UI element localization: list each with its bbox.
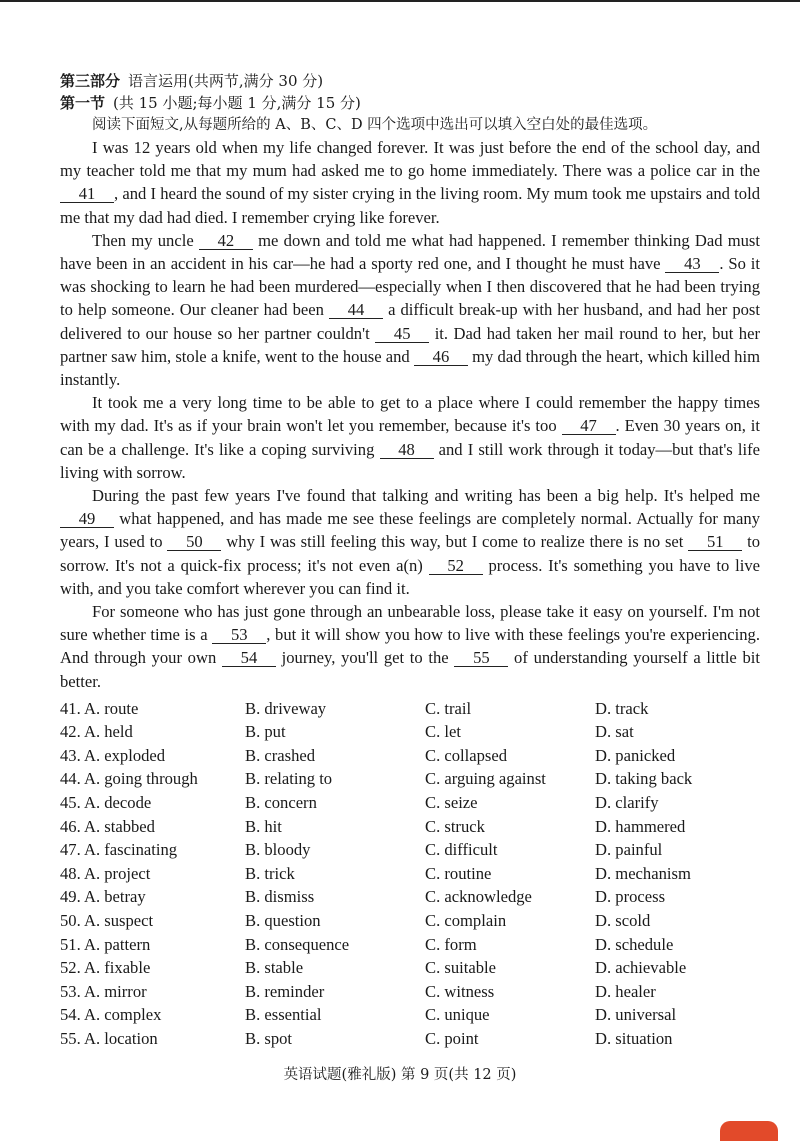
- passage-text: and I still work through it today—but that's life living with sorrow.: [60, 439, 760, 482]
- option-d[interactable]: D. universal: [595, 1005, 677, 1025]
- passage-text: . So it was shocking to learn he had been murdered—especially when I then discovered that he had been trying to help someone. Our cleaner had been: [60, 254, 760, 320]
- option-c[interactable]: C. routine: [425, 863, 492, 883]
- option-b[interactable]: B. concern: [245, 793, 317, 813]
- question-options-row: [60, 815, 760, 839]
- answer-blank[interactable]: 46: [414, 348, 468, 366]
- option-a[interactable]: 54. A. complex: [60, 1005, 162, 1025]
- option-b[interactable]: B. essential: [245, 1005, 322, 1025]
- question-options-row: [60, 980, 760, 1004]
- top-border-line: [0, 0, 800, 2]
- passage-text: , and I heard the sound of my sister crying in the living room. My mum took me upstairs and told me that my dad had died. I remember crying like forever.: [60, 184, 760, 227]
- answer-blank[interactable]: 55: [454, 649, 508, 667]
- instruction-text: 阅读下面短文,从每题所给的 A、B、C、D 四个选项中选出可以填入空白处的最佳选项。: [92, 117, 658, 133]
- exam-page: [60, 70, 760, 1051]
- answer-blank[interactable]: 42: [199, 232, 253, 250]
- answer-blank[interactable]: 48: [380, 441, 434, 459]
- question-options-row: [60, 933, 760, 957]
- passage-text: of understanding yourself a little bit better.: [60, 648, 760, 691]
- option-b[interactable]: B. put: [245, 722, 286, 742]
- passage-text: what happened, and has made me see these feelings are completely normal. Actually for many years, I used to: [60, 509, 760, 552]
- question-options-row: [60, 697, 760, 721]
- option-b[interactable]: B. bloody: [245, 840, 311, 860]
- option-a[interactable]: 53. A. mirror: [60, 981, 147, 1001]
- answer-blank[interactable]: 53: [212, 626, 266, 644]
- question-options-row: [60, 886, 760, 910]
- option-a[interactable]: 42. A. held: [60, 722, 133, 742]
- passage-text: Then my uncle: [92, 230, 199, 250]
- option-c[interactable]: C. form: [425, 934, 477, 954]
- passage-text: a difficult break-up with her husband, and had her post delivered to our house so her partner couldn't: [60, 300, 760, 343]
- part-caption: 语言运用(共两节,满分 30 分): [128, 72, 324, 90]
- passage-text: my dad through the heart, which killed him instantly.: [60, 346, 760, 390]
- option-b[interactable]: B. trick: [245, 863, 295, 883]
- question-options-row: [60, 956, 760, 980]
- passage-paragraph: [60, 484, 760, 600]
- section-title: 第一节: [60, 94, 106, 112]
- option-d[interactable]: D. hammered: [595, 816, 686, 836]
- option-d[interactable]: D. healer: [595, 981, 656, 1001]
- question-options-row: [60, 791, 760, 815]
- page-footer: 英语试题(雅礼版) 第 9 页(共 12 页): [283, 1067, 517, 1083]
- option-c[interactable]: C. seize: [425, 793, 478, 813]
- passage-text: , but it will show you how to live with these feelings you're experiencing. And through your own: [60, 625, 760, 668]
- option-c[interactable]: C. struck: [425, 816, 485, 836]
- part-title: 第三部分: [60, 72, 121, 90]
- option-d[interactable]: D. situation: [595, 1028, 673, 1048]
- passage-text: For someone who has just gone through an unbearable loss, please take it easy on yourself. I'm not sure whether time is a: [60, 602, 760, 645]
- question-options-row: [60, 838, 760, 862]
- passage-paragraph: [60, 229, 760, 391]
- question-options-row: [60, 862, 760, 886]
- section-caption: (共 15 小题;每小题 1 分,满分 15 分): [113, 94, 361, 112]
- passage-text: to sorrow. It's not a quick-fix process; it's not even a(n): [60, 532, 760, 575]
- option-a[interactable]: 45. A. decode: [60, 793, 152, 813]
- option-b[interactable]: B. consequence: [245, 934, 350, 954]
- option-c[interactable]: C. suitable: [425, 958, 496, 978]
- option-a[interactable]: 48. A. project: [60, 863, 151, 883]
- option-b[interactable]: B. hit: [245, 816, 282, 836]
- answer-blank[interactable]: 51: [688, 533, 742, 551]
- passage-text: . Even 30 years on, it can be a challenge. It's like a coping surviving: [60, 416, 760, 459]
- question-options-row: [60, 720, 760, 744]
- passage-text: it. Dad had taken her mail round to her, but her partner saw him, stole a knife, went to the house and: [60, 323, 760, 366]
- answer-blank[interactable]: 49: [60, 510, 114, 528]
- passage-paragraph: [60, 391, 760, 484]
- option-c[interactable]: C. complain: [425, 911, 507, 931]
- option-a[interactable]: 43. A. exploded: [60, 745, 166, 765]
- option-a[interactable]: 41. A. route: [60, 698, 139, 718]
- option-a[interactable]: 51. A. pattern: [60, 934, 151, 954]
- question-options-row: [60, 768, 760, 792]
- question-options-row: [60, 1027, 760, 1051]
- option-b[interactable]: B. driveway: [245, 698, 327, 718]
- option-d[interactable]: D. sat: [595, 722, 634, 742]
- answer-blank[interactable]: 50: [167, 533, 221, 551]
- option-d[interactable]: D. panicked: [595, 745, 676, 765]
- option-c[interactable]: C. unique: [425, 1005, 490, 1025]
- option-b[interactable]: B. question: [245, 911, 321, 931]
- passage-paragraph: [60, 600, 760, 693]
- option-b[interactable]: B. reminder: [245, 981, 325, 1001]
- option-c[interactable]: C. trail: [425, 698, 472, 718]
- passage-text: me down and told me what had happened. I remember thinking Dad must have been in an accident in his car—he had a sporty red one, and I thought he must have: [60, 230, 760, 274]
- section-heading: [60, 92, 760, 114]
- answer-blank[interactable]: 47: [562, 417, 616, 435]
- option-a[interactable]: 49. A. betray: [60, 887, 146, 907]
- question-options-row: [60, 744, 760, 768]
- answer-blank[interactable]: 44: [329, 301, 383, 319]
- passage-text: journey, you'll get to the: [275, 648, 455, 668]
- option-a[interactable]: 44. A. going through: [60, 769, 198, 789]
- options-list: [60, 697, 760, 1051]
- option-a[interactable]: 50. A. suspect: [60, 911, 154, 931]
- option-b[interactable]: B. relating to: [245, 769, 333, 789]
- option-a[interactable]: 55. A. location: [60, 1028, 158, 1048]
- option-c[interactable]: C. difficult: [425, 840, 498, 860]
- question-options-row: [60, 1004, 760, 1028]
- passage-text: It took me a very long time to be able to get to a place where I could remember the happy times with my dad. It's as if your brain won't let you remember, because it's too: [60, 393, 760, 436]
- answer-blank[interactable]: 52: [429, 557, 483, 575]
- corner-badge: [720, 1121, 778, 1141]
- option-d[interactable]: D. mechanism: [595, 863, 691, 883]
- option-d[interactable]: D. taking back: [595, 769, 693, 789]
- option-a[interactable]: 47. A. fascinating: [60, 840, 178, 860]
- answer-blank[interactable]: 43: [665, 255, 719, 273]
- question-options-row: [60, 909, 760, 933]
- option-d[interactable]: D. achievable: [595, 958, 687, 978]
- passage-text: During the past few years I've found that talking and writing has been a big help. It's helped me: [92, 486, 760, 506]
- option-b[interactable]: B. spot: [245, 1028, 293, 1048]
- option-d[interactable]: D. painful: [595, 840, 663, 860]
- option-a[interactable]: 52. A. fixable: [60, 958, 151, 978]
- passage-text: why I was still feeling this way, but I come to realize there is no set: [221, 532, 689, 552]
- option-a[interactable]: 46. A. stabbed: [60, 816, 155, 836]
- option-d[interactable]: D. clarify: [595, 793, 659, 813]
- option-c[interactable]: C. point: [425, 1028, 479, 1048]
- option-b[interactable]: B. stable: [245, 958, 304, 978]
- answer-blank[interactable]: 54: [222, 649, 276, 667]
- passage-text: process. It's something you have to live with, and you take comfort wherever you can find it.: [60, 555, 761, 598]
- passage: [60, 136, 760, 693]
- passage-text: I was 12 years old when my life changed forever. It was just before the end of the school day, and my teacher told me that my mum had asked me to go home immediately. There was a police car in the: [60, 138, 760, 181]
- answer-blank[interactable]: 41: [60, 185, 114, 203]
- option-c[interactable]: C. arguing against: [425, 769, 546, 789]
- option-d[interactable]: D. schedule: [595, 934, 674, 954]
- answer-blank[interactable]: 45: [375, 325, 429, 343]
- part-heading: [60, 70, 760, 92]
- option-d[interactable]: D. scold: [595, 911, 651, 931]
- option-c[interactable]: C. acknowledge: [425, 887, 532, 907]
- option-c[interactable]: C. let: [425, 722, 461, 742]
- option-d[interactable]: D. track: [595, 698, 649, 718]
- passage-paragraph: [60, 136, 760, 229]
- option-c[interactable]: C. collapsed: [425, 745, 508, 765]
- option-d[interactable]: D. process: [595, 887, 666, 907]
- option-c[interactable]: C. witness: [425, 981, 495, 1001]
- option-b[interactable]: B. crashed: [245, 745, 316, 765]
- option-b[interactable]: B. dismiss: [245, 887, 315, 907]
